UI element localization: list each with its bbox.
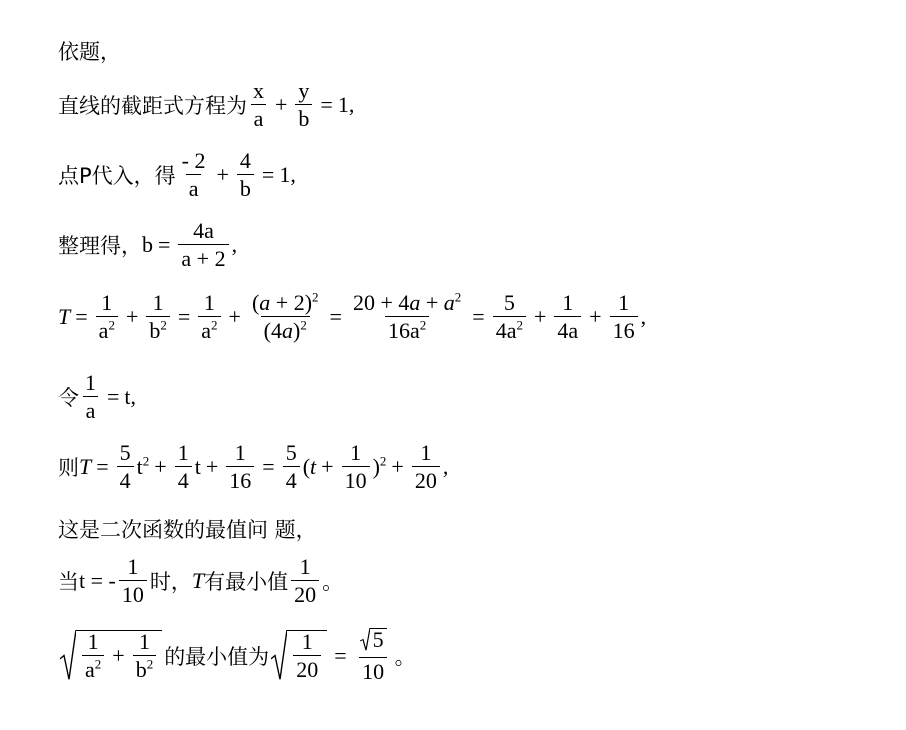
line-quadratic [58, 514, 317, 544]
line-minimum: 当 t = - $\frac{1}{10}$ 时， T 有最小值 $\frac{1}{20}$ 。 [58, 554, 344, 607]
let-text: 令 [58, 386, 79, 410]
intercept-text: 直线的截距式方程为 [58, 94, 247, 118]
intro-text: 依题， [58, 40, 121, 64]
substitute-text: 点P代入，得 [58, 164, 176, 188]
sqrt-1-20: $\frac{1}{20}$ [271, 630, 327, 681]
sqrt-sum: $\frac{1}{a^2}$ + $\frac{1}{b^2}$ [60, 630, 162, 681]
line-T-expression: T = $\frac{1}{a^2}$ + $\frac{1}{b^2}$ = $\frac{1}{a^2}$ + $\frac{(a + 2)^2}{(4a)^2}$ = $\frac{20 + 4a + a^2}{16a^2}$ = $\frac{5}{4a^2}$ + $\frac{1}{4a}$ + $\frac{1}{16}$ , [58, 289, 647, 343]
line-substitute: 点P代入，得 $\frac{- 2}{a}$ + $\frac{4}{b}$ = 1, [58, 148, 296, 201]
then-text: 则 [58, 456, 79, 480]
fraction-4-b: $\frac{4}{b}$ [237, 150, 254, 200]
fraction-neg2-a: $\frac{- 2}{a}$ [181, 148, 206, 201]
line-result: $\frac{1}{a^2}$ + $\frac{1}{b^2}$ 的最小值为 $\frac{1}{20}$ = $\frac{5}{10}$ 。 [58, 628, 416, 683]
line-simplify: 整理得， b = $\frac{4a}{a + 2}$ , [58, 218, 238, 271]
fraction-x-a: $\frac{x}{a}$ [250, 80, 267, 130]
line-let: 令 $\frac{1}{a}$ = t, [58, 370, 137, 423]
fraction-y-b: $\frac{y}{b}$ [295, 80, 312, 130]
quadratic-text: 这是二次函数的最值问 题， [58, 518, 317, 542]
fraction-4a-a2: $\frac{4a}{a + 2}$ [178, 220, 228, 270]
simplify-text: 整理得， [58, 234, 142, 258]
line-then: 则 T = $\frac{5}{4}$ $t^2$ + $\frac{1}{4}$ t + $\frac{1}{16}$ = $\frac{5}{4}$ (t + $\frac{1}{10}$ )$^2$ + $\frac{1}{20}$ , [58, 440, 449, 493]
line-intro [58, 36, 121, 66]
line-intercept-form: 直线的截距式方程为 $\frac{x}{a}$ + $\frac{y}{b}$ = 1, [58, 78, 355, 131]
